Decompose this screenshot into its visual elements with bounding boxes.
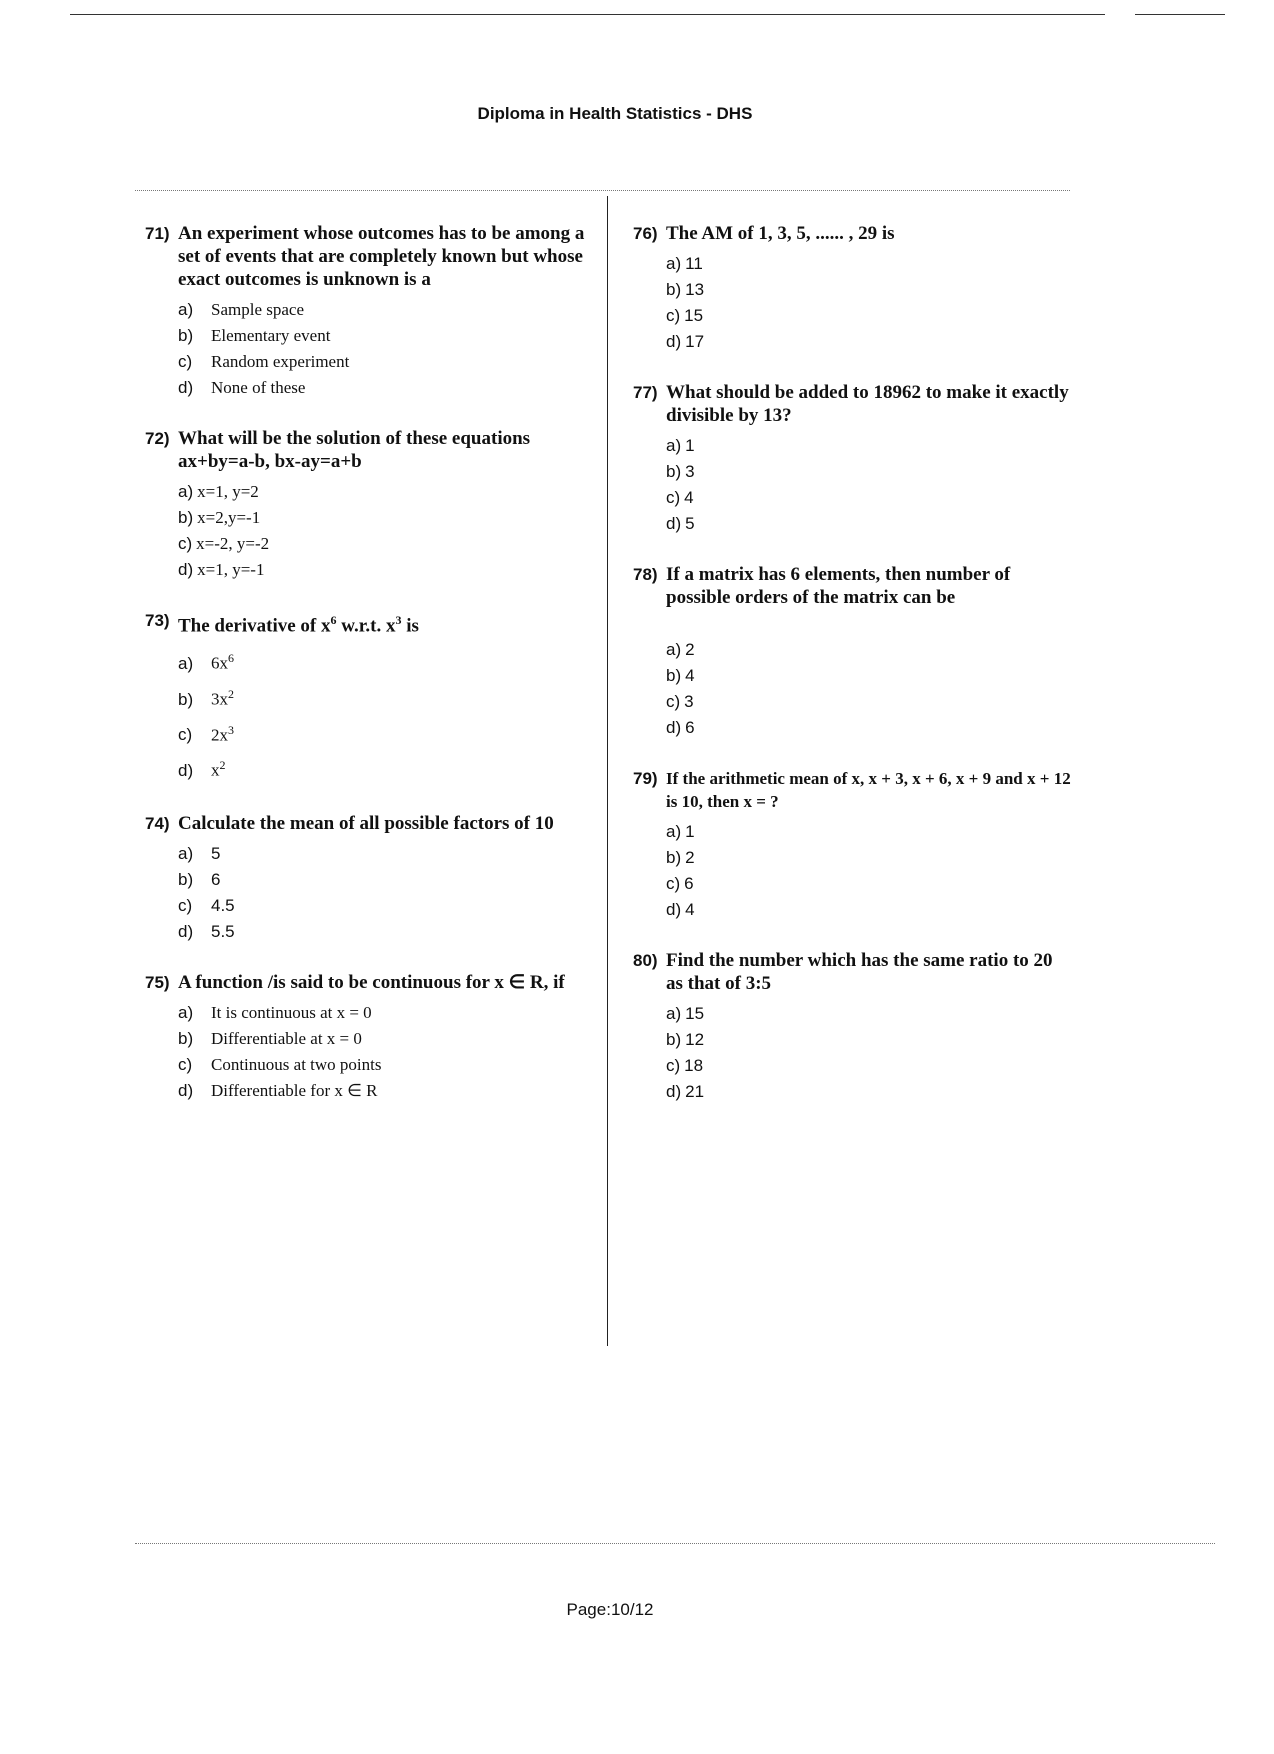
question-text: An experiment whose outcomes has to be among a set of events that are completely known but whose exact outcomes is unknown is a (178, 223, 585, 290)
option-letter: d) (178, 1080, 194, 1100)
option-text: 15 (685, 1004, 705, 1023)
question-76 (633, 222, 1073, 355)
option-text: 21 (685, 1082, 705, 1101)
question-text: If a matrix has 6 elements, then number of possible orders of the matrix can be (666, 564, 1011, 608)
option-letter: c) (666, 306, 681, 325)
option-text: 3 (684, 692, 694, 711)
option-a (145, 643, 585, 679)
option-text: $2x^3$ (211, 722, 234, 745)
option-a (633, 433, 1073, 459)
option-text: 2 (685, 848, 695, 867)
option-d (633, 1079, 1073, 1105)
question-71 (145, 222, 585, 401)
option-letter: d) (178, 378, 194, 397)
option-text: 6 (684, 874, 694, 893)
option-letter: c) (178, 725, 193, 745)
question-80 (633, 949, 1073, 1105)
option-text: 6 (211, 869, 221, 889)
option-c (145, 893, 585, 919)
question-text: What should be added to 18962 to make it exactly divisible by 13? (666, 382, 1069, 426)
page-number: Page:10/12 (566, 1600, 654, 1619)
option-letter: d) (666, 1082, 682, 1101)
option-text: 2 (685, 640, 695, 659)
question-number: 79) (633, 769, 658, 788)
option-letter: b) (178, 869, 194, 889)
option-letter: b) (178, 508, 194, 527)
option-letter: b) (666, 462, 682, 481)
option-letter: d) (178, 760, 194, 780)
option-letter: c) (178, 895, 193, 915)
column-divider (607, 196, 608, 1346)
option-letter: a) (178, 300, 194, 319)
option-text: 1 (685, 822, 695, 841)
option-letter: b) (178, 1028, 194, 1048)
question-text: The derivative of $x^6$ w.r.t. $x^3$ is (178, 613, 419, 637)
option-b (145, 679, 585, 715)
option-letter: c) (178, 352, 193, 371)
option-text: 4 (685, 666, 695, 685)
option-text: 13 (685, 280, 705, 299)
option-c (633, 871, 1073, 897)
option-a (633, 637, 1073, 663)
option-c (633, 689, 1073, 715)
option-letter: b) (178, 689, 194, 709)
option-a (633, 1001, 1073, 1027)
option-letter: a) (666, 1004, 682, 1023)
option-d (145, 375, 585, 401)
option-text: 6 (685, 718, 695, 737)
option-text: It is continuous at x = 0 (211, 1002, 372, 1022)
option-b (633, 277, 1073, 303)
header-divider (135, 190, 1070, 191)
option-letter: b) (666, 848, 682, 867)
option-a (633, 251, 1073, 277)
question-text: Find the number which has the same ratio to 20 as that of 3:5 (666, 950, 1053, 994)
option-text: x=2,y=-1 (197, 508, 261, 527)
option-letter: d) (666, 332, 682, 351)
option-a (145, 479, 585, 505)
question-number: 76) (633, 224, 658, 243)
option-text: 15 (684, 306, 704, 325)
option-c (145, 531, 585, 557)
option-d (633, 511, 1073, 537)
option-letter: a) (666, 254, 682, 273)
option-a (145, 841, 585, 867)
option-b (633, 663, 1073, 689)
option-text: $6x^6$ (211, 651, 234, 673)
option-letter: d) (178, 921, 194, 941)
option-b (145, 323, 585, 349)
option-text: 5 (685, 514, 695, 533)
option-c (145, 349, 585, 375)
question-number: 75) (145, 972, 170, 992)
right-column (633, 222, 1073, 1131)
option-text: x=1, y=-1 (197, 560, 265, 579)
option-d (633, 715, 1073, 741)
option-letter: d) (666, 900, 682, 919)
question-number: 80) (633, 951, 658, 970)
option-letter: a) (178, 482, 194, 501)
option-text: 4 (684, 488, 694, 507)
option-text: Continuous at two points (211, 1054, 382, 1074)
option-text: 12 (685, 1030, 705, 1049)
option-text: Differentiable for x ∈ R (211, 1080, 378, 1100)
option-letter: a) (666, 822, 682, 841)
option-text: x=1, y=2 (197, 482, 259, 501)
option-text: 4 (685, 900, 695, 919)
option-text: Elementary event (211, 326, 331, 345)
option-text: $3x^2$ (211, 686, 234, 709)
question-text: Calculate the mean of all possible factors of 10 (178, 812, 554, 834)
option-d (633, 329, 1073, 355)
top-border-rule-end (1135, 14, 1225, 15)
option-c (145, 715, 585, 751)
question-number: 73) (145, 611, 170, 630)
document-title: Diploma in Health Statistics - DHS (477, 104, 753, 123)
question-text: What will be the solution of these equations ax+by=a-b, bx-ay=a+b (178, 428, 531, 472)
option-text: 18 (684, 1056, 704, 1075)
question-text: A function /is said to be continuous for x ∈ R, if (178, 971, 565, 993)
question-78 (633, 563, 1073, 741)
option-letter: a) (178, 843, 194, 863)
option-letter: b) (666, 1030, 682, 1049)
option-letter: a) (178, 1002, 194, 1022)
question-number: 74) (145, 813, 170, 833)
question-number: 71) (145, 224, 170, 243)
option-b (633, 845, 1073, 871)
footer-divider (135, 1543, 1215, 1544)
option-b (145, 867, 585, 893)
question-text: The AM of 1, 3, 5, ...... , 29 is (666, 223, 895, 244)
question-number: 72) (145, 429, 170, 448)
option-c (633, 1053, 1073, 1079)
option-a (145, 1000, 585, 1026)
question-73 (145, 609, 585, 786)
option-d (633, 897, 1073, 923)
question-number: 78) (633, 565, 658, 584)
question-72 (145, 427, 585, 583)
option-c (633, 303, 1073, 329)
left-column (145, 222, 585, 1130)
option-d (145, 919, 585, 945)
option-text: Random experiment (211, 352, 350, 371)
option-text: 5 (211, 843, 221, 863)
option-text: None of these (211, 378, 306, 397)
question-77 (633, 381, 1073, 537)
question-text: If the arithmetic mean of x, x + 3, x + 6, x + 9 and x + 12 is 10, then x = ? (666, 769, 1071, 811)
option-text: x=-2, y=-2 (196, 534, 270, 553)
option-b (633, 1027, 1073, 1053)
option-a (145, 297, 585, 323)
question-number: 77) (633, 383, 658, 402)
option-letter: d) (666, 514, 682, 533)
option-c (633, 485, 1073, 511)
option-text: Sample space (211, 300, 304, 319)
option-letter: c) (666, 874, 681, 893)
option-letter: c) (666, 692, 681, 711)
option-letter: a) (178, 653, 194, 673)
question-79 (633, 767, 1073, 923)
option-text: 5.5 (211, 921, 235, 941)
option-c (145, 1052, 585, 1078)
option-text: Differentiable at x = 0 (211, 1028, 362, 1048)
option-a (633, 819, 1073, 845)
option-d (145, 557, 585, 583)
option-text: 4.5 (211, 895, 235, 915)
option-letter: a) (666, 436, 682, 455)
option-b (633, 459, 1073, 485)
option-letter: c) (666, 1056, 681, 1075)
option-letter: c) (178, 534, 193, 553)
option-letter: a) (666, 640, 682, 659)
option-text: 11 (685, 254, 703, 273)
option-b (145, 505, 585, 531)
option-letter: c) (666, 488, 681, 507)
option-letter: c) (178, 1054, 193, 1074)
option-letter: b) (666, 666, 682, 685)
option-d (145, 1078, 585, 1104)
option-text: 17 (685, 332, 705, 351)
question-75 (145, 971, 585, 1104)
option-b (145, 1026, 585, 1052)
option-text: 3 (685, 462, 695, 481)
option-letter: b) (666, 280, 682, 299)
option-letter: b) (178, 326, 194, 345)
top-border-rule (70, 14, 1105, 15)
option-text: $x^2$ (211, 758, 226, 780)
option-letter: d) (666, 718, 682, 737)
question-74 (145, 812, 585, 945)
option-letter: d) (178, 560, 194, 579)
option-text: 1 (685, 436, 695, 455)
option-d (145, 750, 585, 786)
